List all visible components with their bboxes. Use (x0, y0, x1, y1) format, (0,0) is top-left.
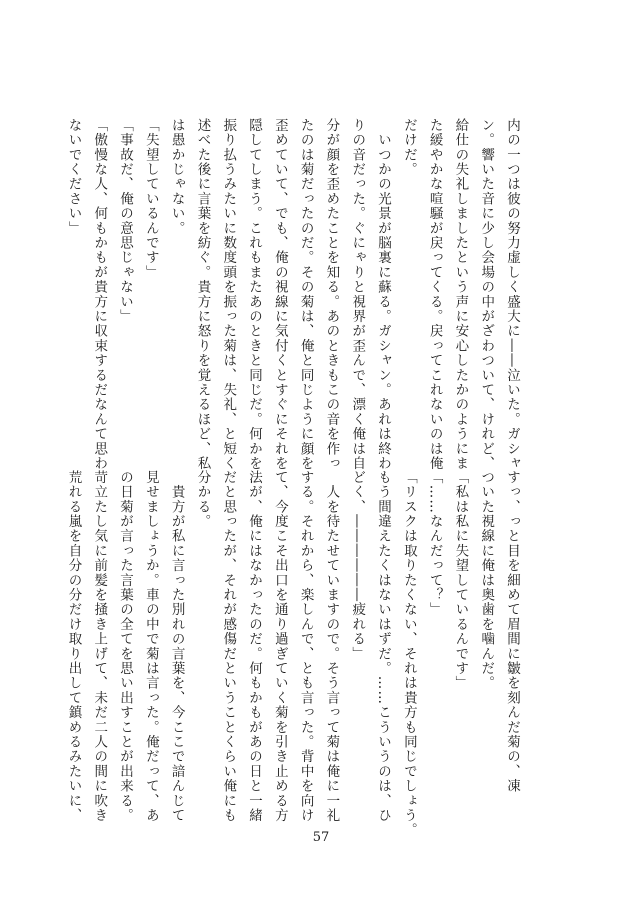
page-number: 57 (312, 830, 330, 845)
top-text-block: 内の一つは彼の努力虚しく盛大に――泣いた。ガシャ ン。響いた音に少し会場の中がざわついて、けれど、 給仕の失礼しましたという声に安心したかのようにま た緩やかな喧騒が戻ってくる。戻ってこれないのは俺 だけだ。 いつかの光景が脳裏に蘇る。ガシャン。あれは終わ りの音だった。ぐにゃりと視界が歪んで、漂く俺は自 分が顔を歪めたことを知る。あのときもこの音を作っ たのは菊だったのだ。その菊は、俺と同じように顔を 歪めていて、でも、俺の視線に気付くとすぐにそれを 隠してしまう。これもまたあのときと同じだ。何かを 振り払うみたいに数度頭を振った菊は、失礼、と短く 述べた後に言葉を紡ぐ。貴方に怒りを覚えるほど、私 は愚かじゃない。 「失望しているんです」 「事故だ、俺の意思じゃない」 「傲慢な人、何もかもが貴方に収束するだなんて思わ ないでください」 (65, 118, 520, 471)
bottom-text-block: すっ、っと目を細めて眉間に皺を刻んだ菊の、凍 ついた視線に俺は奥歯を噛んだ。 「私は私に失望しているんです」 「……なんだって？」 「リスクは取りたくない、それは貴方も同じでしょう。 もう間違えたくはないはずだ。……こういうのは、ひ どく、――――――疲れる」 人を待たせていますので。そう言って菊は俺に一礼 する。それから、楽しんで、とも言った。背中を向け て、今度こそ出口を通り過ぎていく菊を引き止める方 法が、俺にはなかったのだ。何もかもがあの日と一緒 だと思ったが、それが感傷だということくらい俺にも 分かる。 貴方が私に言った別れの言葉を、今ここで諳んじて 見せましょうか。車の中で菊は言った。俺だって、あ の日菊が言った言葉の全てを思い出すことが出来る。 苛立たし気に前髪を掻き上げて、未だ二人の間に吹き 荒れる嵐を自分の分だけ取り出して鎮めるみたいに、 (65, 470, 520, 838)
